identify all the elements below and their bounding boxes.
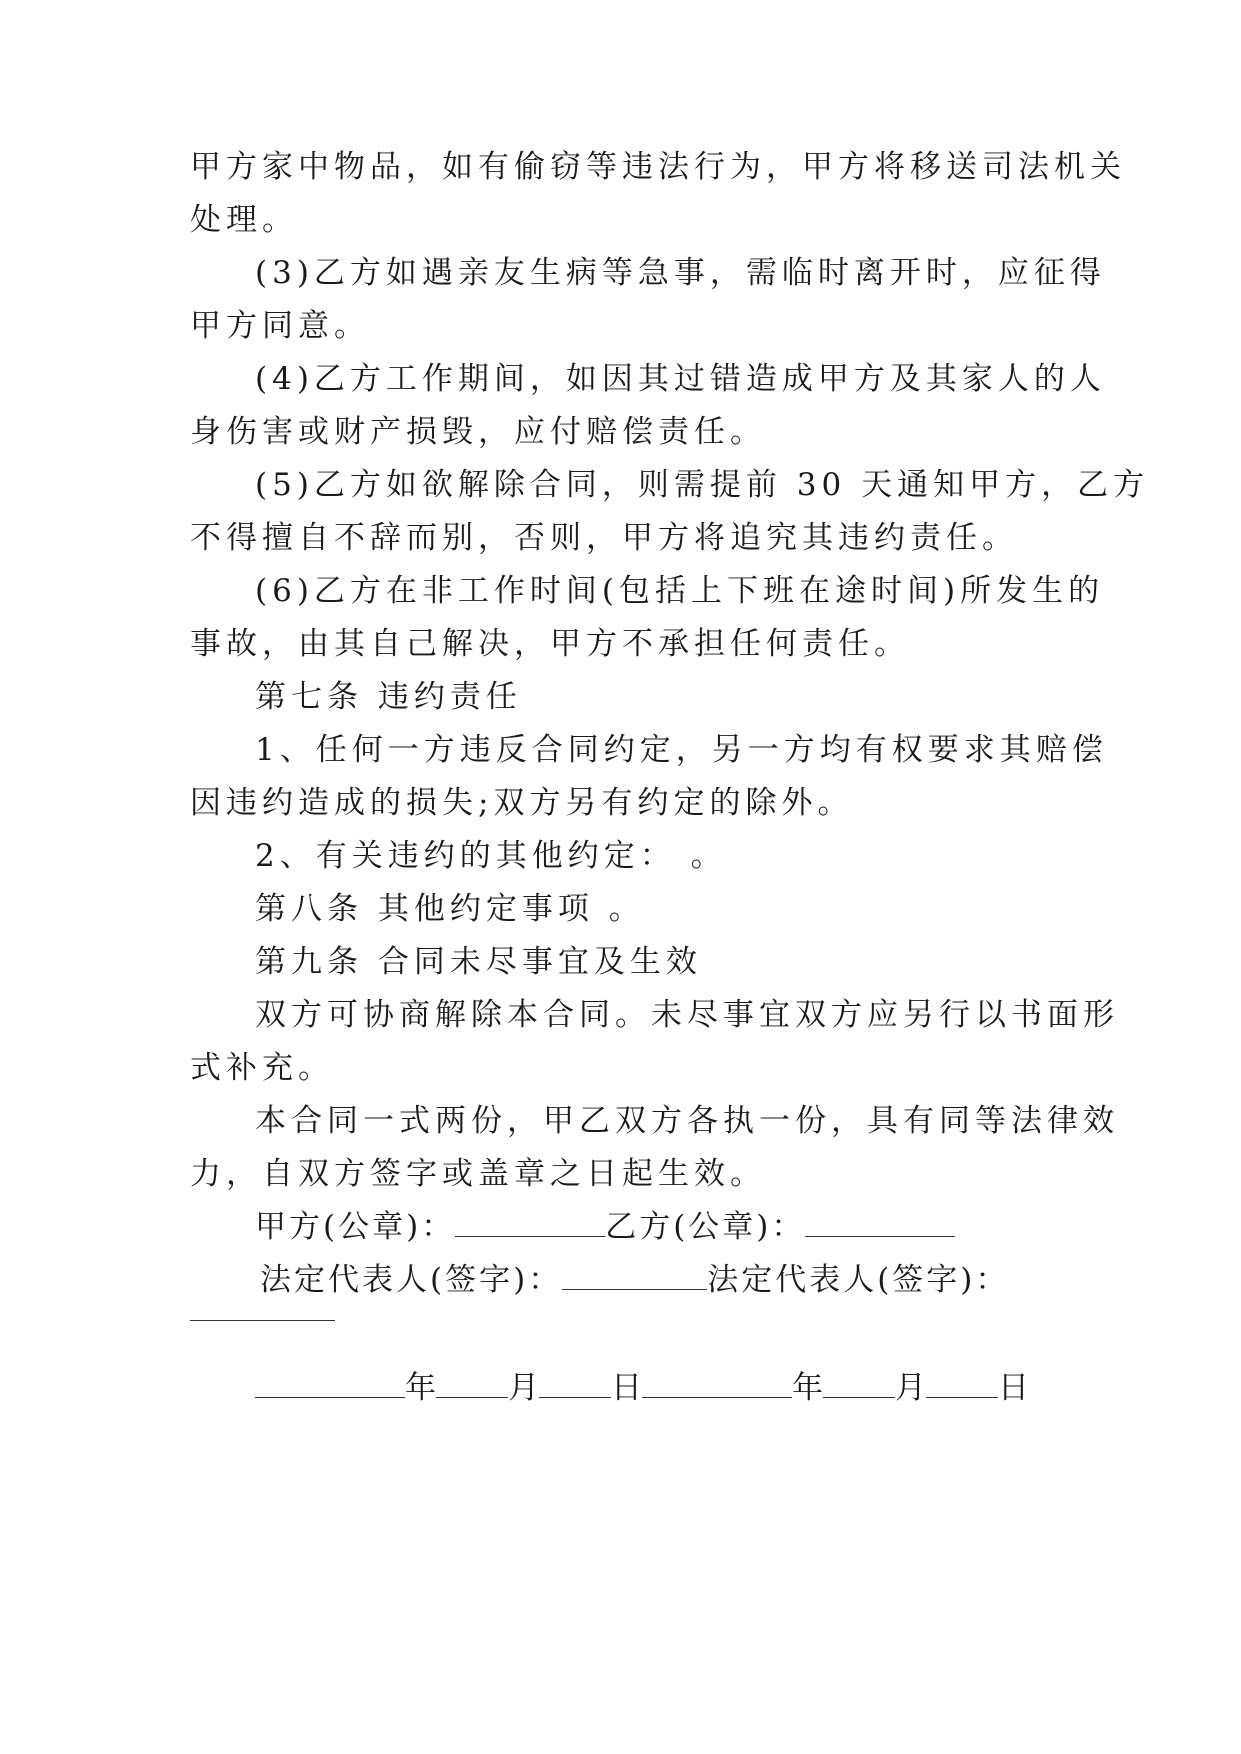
year-label: 年 [792, 1370, 823, 1406]
date-line [255, 1366, 1050, 1410]
paragraph-line: 力，自双方签字或盖章之日起生效。 [190, 1156, 766, 1192]
paragraph-line: 甲方同意。 [190, 308, 370, 344]
party-a-rep-label: 法定代表人(签字)： [260, 1262, 563, 1298]
paragraph-line: 甲方家中物品，如有偷窃等违法行为，甲方将移送司法机关 [190, 149, 1126, 185]
paragraph-line: 不得擅自不辞而别，否则，甲方将追究其违约责任。 [190, 520, 1018, 556]
month-label: 月 [895, 1370, 926, 1406]
party-b-rep-blank [190, 1320, 335, 1321]
paragraph-line: 处理。 [190, 202, 298, 238]
party-b-seal-blank [805, 1206, 955, 1237]
party-b-year-blank [642, 1367, 792, 1398]
party-a-month-blank [436, 1367, 508, 1398]
representative-line [260, 1258, 1055, 1302]
party-a-day-blank [539, 1367, 611, 1398]
party-a-year-blank [255, 1367, 405, 1398]
month-label: 月 [508, 1370, 539, 1406]
paragraph-line: 式补充。 [190, 1050, 334, 1086]
party-a-rep-blank [562, 1259, 707, 1290]
article-7-item-1-line: 1、任何一方违反合同约定，另一方均有权要求其赔偿 [255, 732, 1108, 768]
day-label: 日 [611, 1370, 642, 1406]
article-9-para-2-line: 本合同一式两份，甲乙双方各执一份，具有同等法律效 [255, 1103, 1119, 1139]
party-a-seal-label: 甲方(公章)： [255, 1209, 456, 1245]
clause-3-line: (3)乙方如遇亲友生病等急事，需临时离开时，应征得 [255, 255, 1106, 291]
clause-6-line: (6)乙方在非工作时间(包括上下班在途时间)所发生的 [255, 573, 1105, 609]
party-b-rep-label: 法定代表人(签字)： [707, 1262, 1010, 1298]
party-b-month-blank [823, 1367, 895, 1398]
article-9-para-1-line: 双方可协商解除本合同。未尽事宜双方应另行以书面形 [255, 997, 1119, 1033]
party-a-seal-blank [455, 1206, 605, 1237]
article-9-heading: 第九条 合同未尽事宜及生效 [255, 944, 702, 980]
article-7-heading: 第七条 违约责任 [255, 679, 522, 715]
paragraph-line: 身伤害或财产损毁，应付赔偿责任。 [190, 414, 766, 450]
article-7-item-2: 2、有关违约的其他约定： 。 [255, 838, 727, 874]
paragraph-line: 因违约造成的损失;双方另有约定的除外。 [190, 785, 854, 821]
day-label: 日 [998, 1370, 1029, 1406]
clause-5-line: (5)乙方如欲解除合同，则需提前 30 天通知甲方，乙方 [255, 467, 1150, 503]
year-label: 年 [405, 1370, 436, 1406]
party-b-day-blank [926, 1367, 998, 1398]
article-8-heading: 第八条 其他约定事项 。 [255, 891, 645, 927]
seal-line [255, 1205, 1050, 1249]
document-page [190, 0, 1150, 1754]
clause-4-line: (4)乙方工作期间，如因其过错造成甲方及其家人的人 [255, 361, 1106, 397]
party-b-seal-label: 乙方(公章)： [605, 1209, 806, 1245]
paragraph-line: 事故，由其自己解决，甲方不承担任何责任。 [190, 626, 910, 662]
